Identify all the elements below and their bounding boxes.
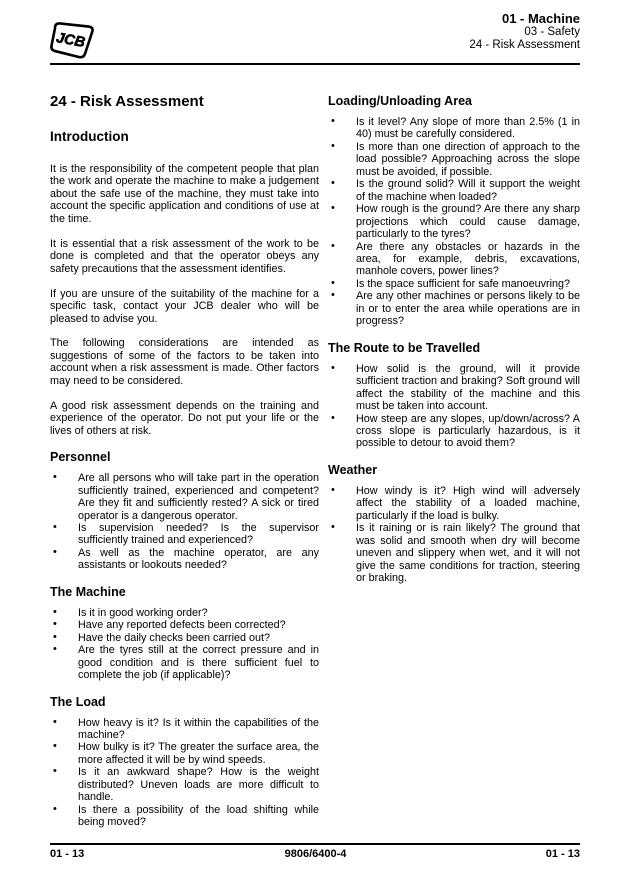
list-item: • How bulky is it? The greater the surface area, the more affected it will be by wind speeds.	[50, 741, 319, 766]
personnel-list	[50, 472, 319, 572]
section-heading-introduction: Introduction	[50, 129, 129, 144]
breadcrumb-safety: 03 - Safety	[524, 26, 580, 38]
header-breadcrumb	[469, 11, 580, 52]
list-item: • Is it raining or is rain likely? The ground that was solid and smooth when dry will become uneven and slippery when wet, and it will not give the same conditions for traction, steering or braking.	[328, 522, 580, 584]
route-list	[328, 363, 580, 450]
list-item: • Is there a possibility of the load shifting while being moved?	[50, 804, 319, 829]
list-item: • How rough is the ground? Are there any sharp projections which could cause damage, particularly to the tyres?	[328, 203, 580, 240]
list-item: • Are there any obstacles or hazards in the area, for example, debris, excavations, manhole covers, power lines?	[328, 241, 580, 278]
header-divider	[50, 63, 580, 65]
footer-publication-number: 9806/6400-4	[284, 848, 347, 860]
intro-paragraph: It is essential that a risk assessment of the work to be done is completed and that the operator obeys any safety precautions that the assessment identifies.	[50, 237, 319, 275]
jcb-logo-icon	[45, 19, 95, 63]
list-item: • Is supervision needed? Is the supervisor sufficiently trained and experienced?	[50, 522, 319, 547]
right-column	[328, 94, 580, 829]
list-item: • How solid is the ground, will it provide sufficient traction and braking? Soft ground will affect the stability of the machine and this must be taken into account.	[328, 363, 580, 413]
section-heading-the-load: The Load	[50, 694, 106, 709]
list-item: • Is it level? Any slope of more than 2.5% (1 in 40) must be carefully considered.	[328, 116, 580, 141]
list-item: • Is the space sufficient for safe manoeuvring?	[328, 278, 580, 290]
section-heading-personnel: Personnel	[50, 450, 111, 465]
breadcrumb-risk-assessment: 24 - Risk Assessment	[469, 39, 580, 51]
list-item: • How heavy is it? Is it within the capabilities of the machine?	[50, 717, 319, 742]
list-item: • How steep are any slopes, up/down/across? A cross slope is particularly hazardous, is it possible to detour to avoid them?	[328, 413, 580, 450]
machine-list	[50, 607, 319, 682]
section-heading-the-machine: The Machine	[50, 584, 126, 599]
left-column	[50, 94, 319, 829]
section-heading-route-to-be-travelled: The Route to be Travelled	[328, 340, 481, 355]
footer-page-number-left: 01 - 13	[50, 848, 85, 860]
svg-text:JCB: JCB	[54, 30, 87, 51]
list-item: • Is it an awkward shape? How is the weight distributed? Uneven loads are more difficult to handle.	[50, 766, 319, 803]
intro-paragraph: It is the responsibility of the competent people that plan the work and operate the machine to make a judgement about the safe use of the machine, they must take into account the specific application and conditions of use at the time.	[50, 163, 319, 225]
load-list	[50, 717, 319, 829]
footer-divider	[50, 843, 580, 845]
list-item: • Have any reported defects been corrected?	[50, 619, 319, 631]
list-item: • How windy is it? High wind will adversely affect the stability of a loaded machine, particularly if the load is bulky.	[328, 485, 580, 522]
page-content	[50, 94, 580, 829]
list-item: • Is it in good working order?	[50, 607, 319, 619]
section-heading-loading-unloading-area: Loading/Unloading Area	[328, 94, 472, 108]
weather-list	[328, 485, 580, 585]
intro-paragraph: The following considerations are intended as suggestions of some of the factors to be taken into account when a risk assessment is made. Other factors may need to be considered.	[50, 337, 319, 387]
list-item: • As well as the machine operator, are any assistants or lookouts needed?	[50, 547, 319, 572]
list-item: • Have the daily checks been carried out?	[50, 632, 319, 644]
list-item: • Is more than one direction of approach to the load possible? Approaching across the slope must be avoided, if possible.	[328, 141, 580, 178]
list-item: • Is the ground solid? Will it support the weight of the machine when loaded?	[328, 178, 580, 203]
intro-paragraph: A good risk assessment depends on the training and experience of the operator. Do not put your life or the lives of others at risk.	[50, 399, 319, 437]
breadcrumb-machine: 01 - Machine	[501, 11, 580, 26]
intro-paragraph: If you are unsure of the suitability of the machine for a specific task, contact your JCB dealer who will be pleased to advise you.	[50, 287, 319, 325]
list-item: • Are all persons who will take part in the operation sufficiently trained, experienced and competent? Are they fit and sufficiently rested? A sick or tired operator is a dangerous operator.	[50, 472, 319, 522]
footer-page-number-right: 01 - 13	[545, 848, 580, 860]
page-title: 24 - Risk Assessment	[50, 93, 204, 110]
list-item: • Are any other machines or persons likely to be in or to enter the area while operations are in progress?	[328, 290, 580, 327]
list-item: • Are the tyres still at the correct pressure and in good condition and is there sufficient fuel to complete the job (if applicable)?	[50, 644, 319, 681]
section-heading-weather: Weather	[328, 462, 378, 477]
loading-area-list	[328, 116, 580, 328]
